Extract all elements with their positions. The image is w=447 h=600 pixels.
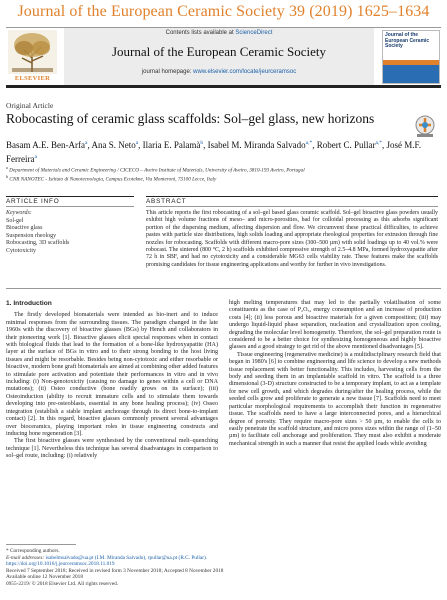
keyword-item: Robocasting, 3D scaffolds	[6, 240, 70, 246]
footer-notes	[6, 548, 226, 588]
author-affil-sup[interactable]: a,*	[305, 140, 313, 146]
journal-name: Journal of the European Ceramic Society	[111, 44, 327, 59]
abstract-heading: ABSTRACT	[146, 196, 438, 207]
affiliations	[6, 165, 436, 183]
body-paragraph: high melting temperatures that may led to the partially volatilisation of some constituents as the case of P₂O₅, energy consumption and an increase of production costs [4]; (ii) less porous and bioactive materials for a given composition; (iii) may undergo liquid-liquid phase separation, nucleation and crystallization upon cooling, degrading the molecular level homogeneity. Therefore, the sol–gel preparation route is considered to be a better choice for synthesizing homogeneous and highly bioactive glasses and a good strategy to get rid of the above mentioned disadvantages [5].	[229, 300, 441, 351]
homepage-prefix: journal homepage:	[141, 69, 194, 75]
email-line	[6, 555, 226, 562]
elsevier-tree-icon	[8, 30, 57, 74]
crossmark-icon[interactable]	[414, 114, 436, 138]
footnote-divider	[6, 544, 76, 545]
author-affil-sup[interactable]: a	[34, 153, 37, 160]
author-affil-sup[interactable]: a	[135, 140, 139, 146]
received-dates: Received 7 September 2018; Received in revised form 3 November 2018; Accepted 8 November 2018	[6, 567, 224, 574]
issn-copyright: 0955-2219/ © 2018 Elsevier Ltd. All rights reserved.	[6, 580, 119, 587]
article-type: Original Article	[6, 101, 54, 110]
article-title: Robocasting of ceramic glass scaffolds: Sol–gel glass, new horizons	[6, 111, 375, 126]
author-list: Basam A.E. Ben-Arfa$^a$, Ana S. Neto$^a$, Ilaria E. Palamà$^b$, Isabel M. Miranda Salvado$^{a,*}$, Robert C. Pullar$^{a,*}$, José M.F. Ferreira$^a$	[6, 140, 422, 164]
body-right-column	[229, 300, 441, 448]
body-left-column	[6, 300, 218, 461]
cover-band	[383, 65, 439, 83]
keywords-label: Keywords:	[6, 210, 32, 216]
author-name[interactable]: Robert C. Pullar	[316, 140, 376, 150]
contents-prefix: Contents lists available at	[165, 30, 236, 36]
author-name[interactable]: Ana S. Neto	[91, 140, 136, 150]
author-affil-sup[interactable]: a	[84, 140, 88, 146]
elsevier-wordmark: ELSEVIER	[14, 75, 51, 82]
keyword-item: Suspension rheology	[6, 232, 57, 239]
affil-text: CNR NANOTEC - Istituto di Nanotecnologia, Campus Ecotekne, Via Monteroni, 73100 Lecce, Italy	[9, 176, 217, 183]
sciencedirect-link[interactable]: ScienceDirect	[235, 30, 273, 36]
author-name[interactable]: José M.F. Ferreira	[6, 140, 422, 164]
cover-title: Journal of the European Ceramic Society	[385, 32, 430, 49]
journal-header	[6, 27, 441, 88]
email-addresses-link[interactable]: isabelmsalvado@ua.pt (I.M. Miranda Salvado), rpullar@ua.pt (R.C. Pullar).	[45, 554, 208, 561]
homepage-link[interactable]: www.elsevier.com/locate/jeurceramsoc	[193, 69, 297, 75]
doi-link[interactable]: https://doi.org/10.1016/j.jeurceramsoc.2018.11.019	[6, 561, 115, 568]
body-paragraph: The first bioactive glasses were synthesised by the conventional melt–quenching technique [1]. Nevertheless this technique has several disadvantages in comparison to sol–gel route, including: (i) relatively	[6, 438, 218, 460]
journal-banner	[64, 28, 374, 85]
keyword-item: Cytotoxicity	[6, 247, 36, 254]
body-paragraph: The firstly developed biomaterials were intended as bio-inert and to induce minimal responses from the surrounding tissues. The paradigm changed in the late 1960s with the discovery of bioactive glasses (BGs) by Hench and collaborators in their pioneering work [1]. Bioactive glasses elicit special responses when in contact with biological fluids that lead to the formation of a bone-like hydroxyapatite (HA) layer at the surface of BGs in vitro and to their strong bonding to the host living tissues and might be resorbable. Besides being non-cytotoxic and either resorbable or bioactive, modern bone graft biomaterials are aimed at combining other added features to stimulate pore activation and potentiate their performances in vitro and in vivo including: (i) Non-genotoxicity (causing no damage to genes within a cell or DNA mutations); (ii) Osteo conductive (bone readily grows on its surface); (iii) Osteoinduction (ability to recruit immature cells and to stimulate them towards developing into pre-osteoblasts, essential in any bone healing process); (iv) Osseo integration (establish a stable implant anchorage through its direct bone-to-implant contact) [2]. In this regard, bioactive glasses commonly present several advantages over bioceramics, playing important roles in tissue engineering constructs and inducing bone regeneration [3].	[6, 312, 218, 437]
abstract-text: This article reports the first robocasting of a sol–gel based glass ceramic scaffold. Sol–gel bioactive glass powders usually exhibit high volume fractions of meso– and micro-porosities, bad for colloidal processing as this adsorbs significant portion of the dispersing medium, affecting dispersion and flow. We circumvent these practical difficulties, to achieve pastes with particle size distributions, high solids loading and appropriate rheological properties for extrusion through fine nozzles for robocasting. Scaffolds with different macro-pore sizes (300–500 µm) with solid loadings up to 40 vol.% were robocast. The sintered (800 °C, 2 h) scaffolds exhibited compressive strength of 2.5–4.8 MPa, formed hydroxyapatite after 72 h in SBF, and had no cytotoxicity and a considerable MG63 cells viability rate. These features make the scaffolds promising candidates for tissue engineering applications and worthy for further in vivo investigations.	[146, 210, 438, 268]
divider	[6, 288, 441, 289]
keywords-block	[6, 210, 134, 255]
available-online: Available online 12 November 2018	[6, 574, 83, 581]
section-heading: 1. Introduction	[6, 300, 52, 307]
author-name[interactable]: Ilaria E. Palamà	[142, 140, 201, 150]
homepage-line	[64, 69, 374, 75]
journal-cover-thumbnail[interactable]	[382, 30, 440, 84]
affil-sup: b	[6, 174, 9, 180]
email-label: E-mail addresses:	[6, 554, 46, 561]
article-info-heading: ARTICLE INFO	[6, 196, 134, 207]
elsevier-tree-logo[interactable]	[8, 30, 53, 82]
keyword-item: Sol-gel	[6, 217, 24, 224]
author-affil-sup[interactable]: b	[200, 140, 204, 146]
affil-text: Department of Materials and Ceramic Engineering / CICECO – Aveiro Institute of Materials, University of Aveiro, 3810-193 Aveiro, Portugal	[9, 167, 305, 174]
corresponding-note: * Corresponding authors.	[6, 548, 60, 554]
keyword-item: Bioactive glass	[6, 225, 43, 231]
contents-line	[64, 30, 374, 36]
author-affil-sup[interactable]: a,*	[375, 140, 383, 146]
affiliation-b	[6, 174, 436, 183]
author-name[interactable]: Isabel M. Miranda Salvado	[207, 140, 306, 150]
journal-citation-link[interactable]: Journal of the European Ceramic Society 39 (2019) 1625–1634	[17, 3, 430, 20]
affil-sup: a	[6, 165, 8, 170]
author-name[interactable]: Basam A.E. Ben-Arfa	[6, 140, 85, 150]
affiliation-a	[6, 165, 436, 174]
body-paragraph: Tissue engineering (regenerative medicine) is a multidisciplinary research field that began in 1980's [6] to combine engineering and life science to develop a new methods tissue replacement with better functionality. This includes, harvesting cells from the body and seeding them in an implantable scaffold in vitro. The scaffold is a three dimensional (3-D) structure constructed to be a temporary implant, to act as a template for new cell growth, and which degrades during/after the healing process, while the seeded cells grow and proliferate to generate a new tissue [7]. Scaffolds need to meet particular morphological requirements to accomplish their function in regenerative tissue. The scaffolds need to have a large interconnected pores, and a hierarchical degree of porosity. They require macro-pore sizes > 50 µm, to enable the cells to easily penetrate the scaffold structure, and micro pores sizes within the range of (1–50 µm) to facilitate cell anchorage and proliferation. They must also exhibit a moderate mechanical strength in such a manner that resist the applied loads while avoiding	[229, 351, 441, 447]
